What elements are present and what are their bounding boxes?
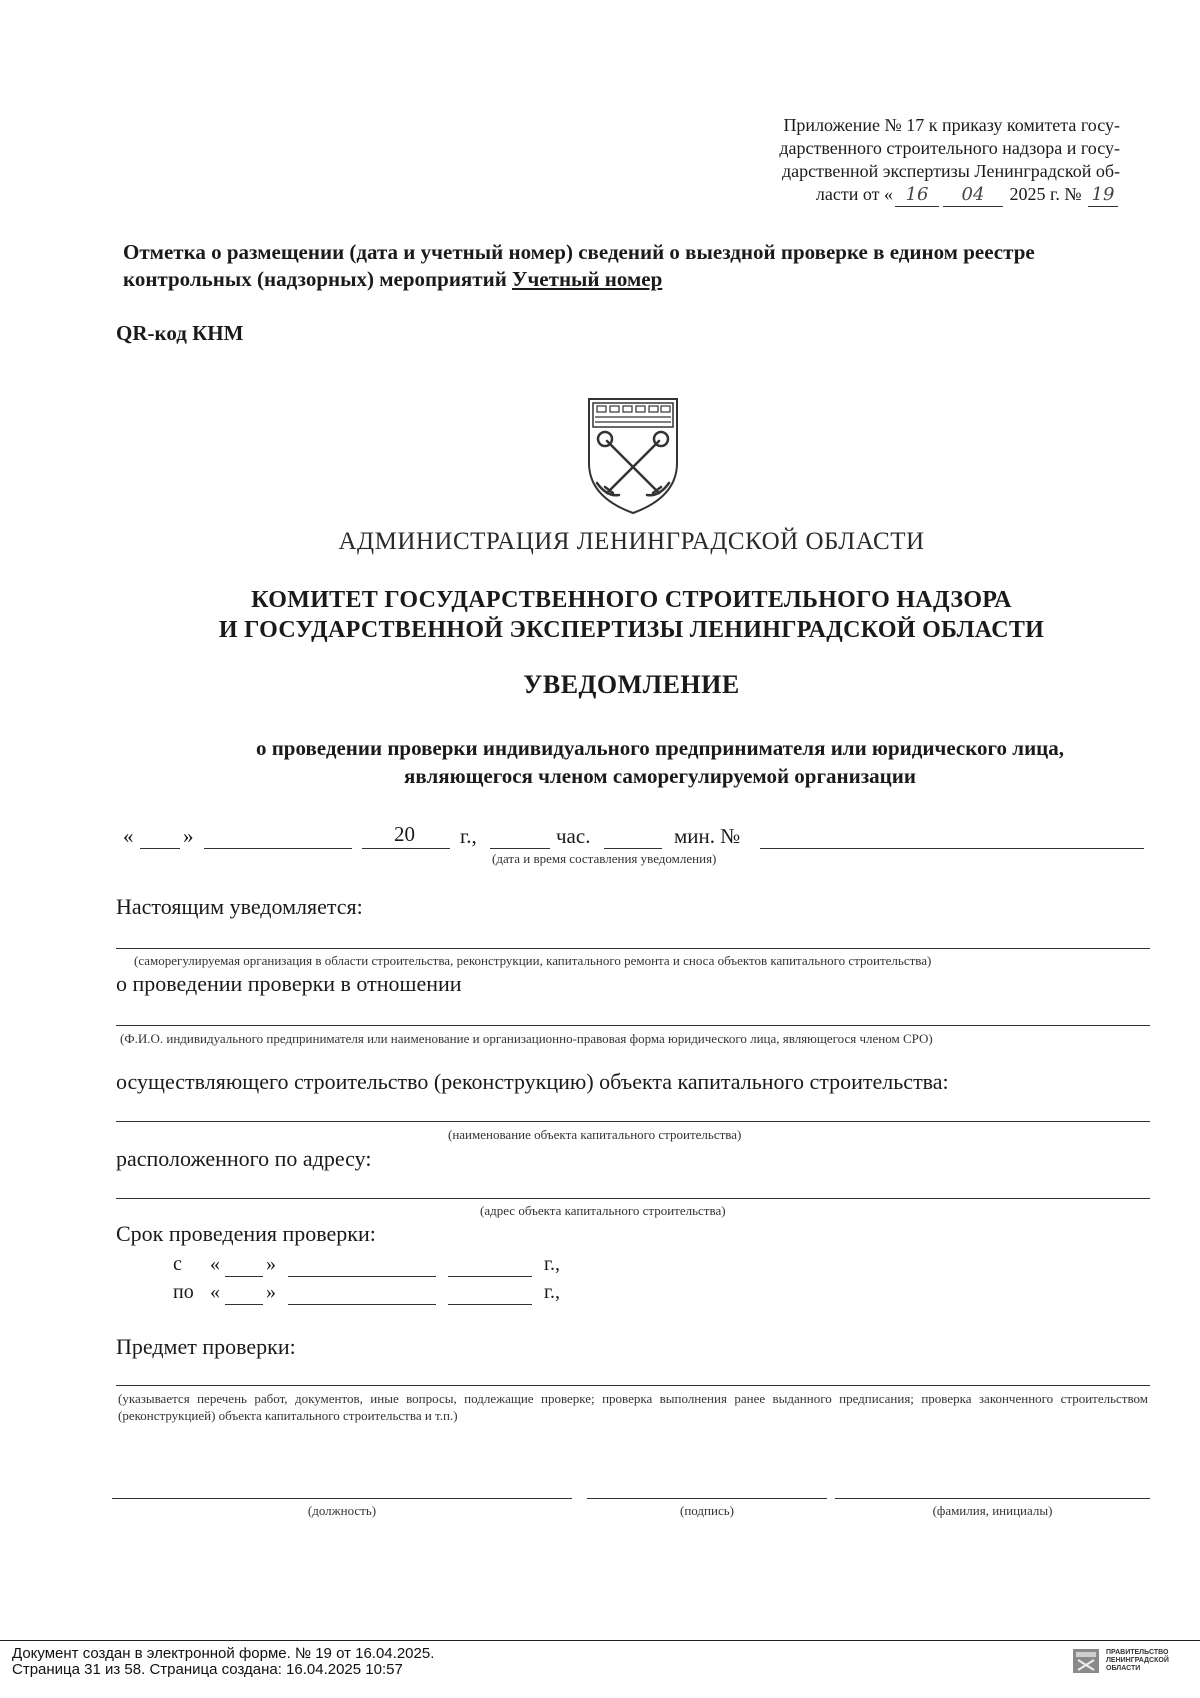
date-day-field[interactable] bbox=[140, 848, 180, 849]
administration-title: АДМИНИСТРАЦИЯ ЛЕНИНГРАДСКОЙ ОБЛАСТИ bbox=[338, 528, 925, 555]
date-minutes-label: мин. № bbox=[674, 824, 741, 848]
footer-org-name bbox=[1106, 1649, 1200, 1673]
notice-subtitle-line-1: о проведении проверки индивидуального предпринимателя или юридического лица, bbox=[255, 736, 1065, 760]
registry-mark-text: Отметка о размещении (дата и учетный номер) сведений о выездной проверке в едином реестре контрольных (надзорных) мероприятий bbox=[123, 240, 1035, 291]
period-from-close-quote: » bbox=[266, 1253, 276, 1275]
signature-caption: (подпись) bbox=[680, 1503, 734, 1518]
registry-number-link[interactable]: Учетный номер bbox=[512, 267, 663, 291]
appendix-year: 2025 г. № bbox=[1009, 184, 1082, 204]
sro-field[interactable] bbox=[116, 948, 1150, 949]
footer-line-2: Страница 31 из 58. Страница создана: 16.04.2025 10:57 bbox=[12, 1661, 403, 1678]
appendix-line-1: Приложение № 17 к приказу комитета госу- bbox=[783, 115, 1120, 135]
period-to-year-suffix: г., bbox=[544, 1281, 560, 1303]
footer-org-line-2: ЛЕНИНГРАДСКОЙ bbox=[1106, 1657, 1169, 1664]
position-caption: (должность) bbox=[307, 1503, 377, 1518]
period-from-open-quote: « bbox=[210, 1253, 220, 1275]
date-hours-label: час. bbox=[556, 824, 591, 848]
date-line-caption: (дата и время составления уведомления) bbox=[492, 851, 717, 866]
address-caption: (адрес объекта капитального строительства) bbox=[480, 1203, 726, 1218]
entity-field[interactable] bbox=[116, 1025, 1150, 1026]
period-label: Срок проведения проверки: bbox=[116, 1221, 376, 1246]
period-from-day-field[interactable] bbox=[225, 1276, 263, 1277]
committee-title bbox=[0, 585, 1200, 645]
construction-label: осуществляющего строительство (реконструкцию) объекта капитального строительства: bbox=[116, 1069, 949, 1094]
period-to-month-field[interactable] bbox=[288, 1304, 436, 1305]
notice-number-field[interactable] bbox=[760, 848, 1144, 849]
subject-label: Предмет проверки: bbox=[116, 1334, 296, 1359]
sro-caption: (саморегулируемая организация в области строительства, реконструкции, капитального ремонта и сноса объектов капитального строительства) bbox=[134, 953, 932, 968]
address-field[interactable] bbox=[116, 1198, 1150, 1199]
notice-title: УВЕДОМЛЕНИЕ bbox=[523, 670, 740, 699]
appendix-month: 04 bbox=[943, 183, 1003, 207]
date-close-quote: » bbox=[183, 824, 194, 848]
inspection-of-label: о проведении проверки в отношении bbox=[116, 971, 462, 996]
period-to-day-field[interactable] bbox=[225, 1304, 263, 1305]
construction-caption: (наименование объекта капитального строительства) bbox=[448, 1127, 742, 1142]
period-to-open-quote: « bbox=[210, 1281, 220, 1303]
date-century: 20 bbox=[394, 822, 415, 846]
period-from-label: с bbox=[173, 1253, 182, 1275]
notified-label: Настоящим уведомляется: bbox=[116, 894, 363, 919]
subject-caption: (указывается перечень работ, документов, иные вопросы, подлежащие проверке; проверка выполнения ранее выданного предписания; проверка законченного строительством (реконструкцией) объекта капитального строительства и т.п.) bbox=[118, 1391, 1148, 1423]
subject-field[interactable] bbox=[116, 1385, 1150, 1386]
construction-object-field[interactable] bbox=[116, 1121, 1150, 1122]
appendix-note bbox=[700, 114, 1120, 207]
coat-of-arms-icon bbox=[583, 397, 683, 515]
footer-org-line-3: ОБЛАСТИ bbox=[1106, 1665, 1141, 1672]
date-hours-field[interactable] bbox=[490, 848, 550, 849]
date-minutes-field[interactable] bbox=[604, 848, 662, 849]
period-from-month-field[interactable] bbox=[288, 1276, 436, 1277]
footer-line-1: Документ создан в электронной форме. № 19 от 16.04.2025. bbox=[12, 1645, 435, 1662]
appendix-line-4 bbox=[700, 183, 1120, 207]
date-year-suffix: г., bbox=[460, 824, 477, 848]
period-to-year-field[interactable] bbox=[448, 1304, 532, 1305]
period-from-year-suffix: г., bbox=[544, 1253, 560, 1275]
appendix-day: 16 bbox=[895, 183, 939, 207]
notice-subtitle bbox=[160, 734, 1160, 790]
date-open-quote: « bbox=[123, 824, 134, 848]
name-caption: (фамилия, инициалы) bbox=[932, 1503, 1053, 1518]
name-field[interactable] bbox=[835, 1498, 1150, 1499]
period-to-close-quote: » bbox=[266, 1281, 276, 1303]
address-label: расположенного по адресу: bbox=[116, 1146, 372, 1171]
footer-divider bbox=[0, 1640, 1200, 1641]
appendix-line-2: дарственного строительного надзора и госу- bbox=[779, 138, 1120, 158]
qr-code-label: QR-код КНМ bbox=[116, 321, 244, 345]
notice-subtitle-line-2: являющегося членом саморегулируемой организации bbox=[404, 764, 916, 788]
appendix-line-3: дарственной экспертизы Ленинградской об- bbox=[782, 161, 1120, 181]
date-month-field[interactable] bbox=[204, 848, 352, 849]
date-year-field[interactable] bbox=[362, 848, 450, 849]
period-to-label: по bbox=[173, 1281, 194, 1303]
footer-org-line-1: ПРАВИТЕЛЬСТВО bbox=[1106, 1649, 1169, 1656]
registry-mark bbox=[123, 239, 1123, 293]
position-field[interactable] bbox=[112, 1498, 572, 1499]
footer-info bbox=[12, 1646, 434, 1678]
government-emblem-icon bbox=[1072, 1648, 1100, 1674]
appendix-date-prefix: ласти от « bbox=[815, 184, 893, 204]
committee-line-1: КОМИТЕТ ГОСУДАРСТВЕННОГО СТРОИТЕЛЬНОГО НАДЗОРА bbox=[251, 587, 1012, 613]
entity-caption: (Ф.И.О. индивидуального предпринимателя или наименование и организационно-правовая форма юридического лица, являющегося членом СРО) bbox=[120, 1031, 933, 1046]
appendix-number: 19 bbox=[1088, 183, 1118, 207]
committee-line-2: И ГОСУДАРСТВЕННОЙ ЭКСПЕРТИЗЫ ЛЕНИНГРАДСКОЙ ОБЛАСТИ bbox=[218, 617, 1045, 643]
period-from-year-field[interactable] bbox=[448, 1276, 532, 1277]
signature-field[interactable] bbox=[587, 1498, 827, 1499]
